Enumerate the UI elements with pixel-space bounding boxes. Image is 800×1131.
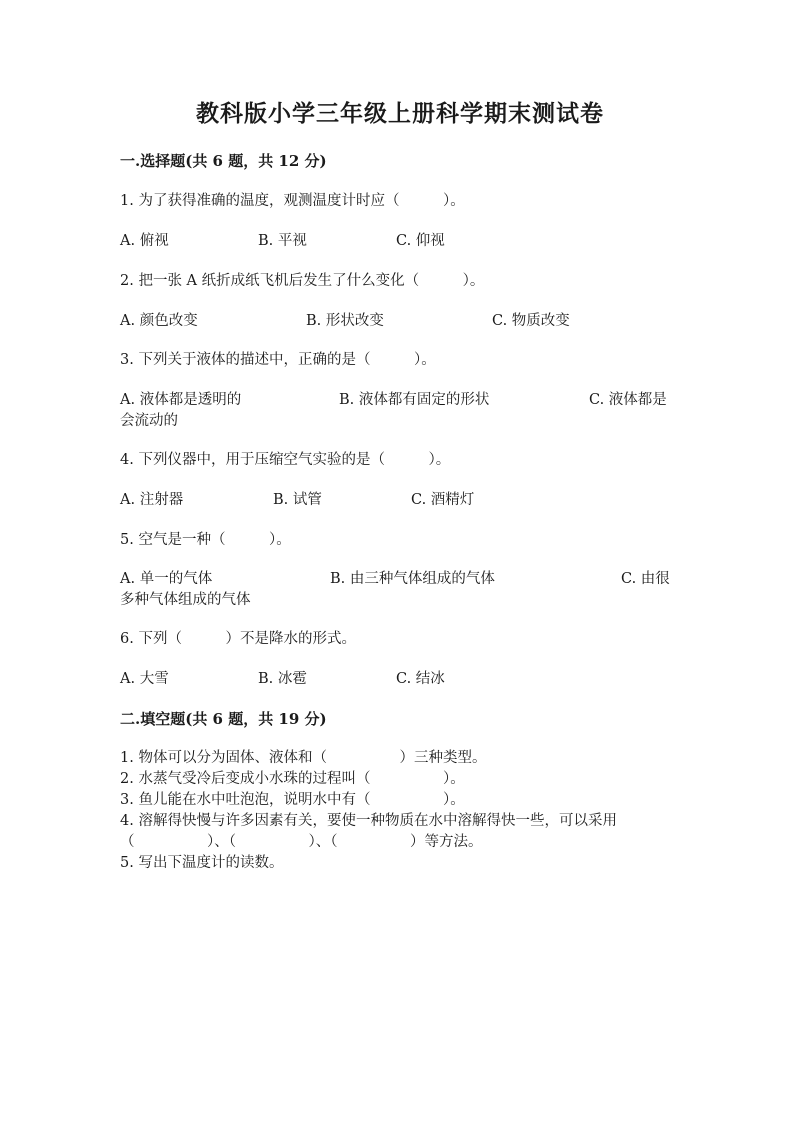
question-3-option-a: A. 液体都是透明的 <box>120 392 242 408</box>
question-4-option-b: B. 试管 <box>273 492 322 508</box>
question-5-option-c: C. 由很 <box>621 571 670 587</box>
question-5-option-c-wrap: 多种气体组成的气体 <box>120 592 251 608</box>
question-6-option-c: C. 结冰 <box>396 671 445 687</box>
question-3-option-c: C. 液体都是 <box>589 392 667 408</box>
fill-question-5: 5. 写出下温度计的读数。 <box>120 855 284 871</box>
fill-question-2: 2. 水蒸气受冷后变成小水珠的过程叫（ ）。 <box>120 771 465 787</box>
question-5-option-a: A. 单一的气体 <box>120 571 213 587</box>
section-heading-fill: 二.填空题(共 6 题，共 19 分) <box>120 710 327 728</box>
question-4-stem: 4. 下列仪器中，用于压缩空气实验的是（ ）。 <box>120 452 451 468</box>
question-1-stem: 1. 为了获得准确的温度，观测温度计时应（ ）。 <box>120 193 465 209</box>
question-3-option-c-wrap: 会流动的 <box>120 413 178 429</box>
fill-question-3: 3. 鱼儿能在水中吐泡泡，说明水中有（ ）。 <box>120 792 465 808</box>
page-title: 教科版小学三年级上册科学期末测试卷 <box>196 100 604 127</box>
fill-question-4: 4. 溶解得快慢与许多因素有关，要使一种物质在水中溶解得快一些，可以采用 <box>120 813 617 829</box>
question-4-option-a: A. 注射器 <box>120 492 184 508</box>
fill-question-4-continued: （ ）、（ ）、（ ）等方法。 <box>120 834 483 850</box>
question-2-option-b: B. 形状改变 <box>306 313 384 329</box>
question-5-stem: 5. 空气是一种（ ）。 <box>120 532 291 548</box>
question-6-option-a: A. 大雪 <box>120 671 169 687</box>
question-3-stem: 3. 下列关于液体的描述中，正确的是（ ）。 <box>120 352 436 368</box>
question-2-option-a: A. 颜色改变 <box>120 313 198 329</box>
question-5-option-b: B. 由三种气体组成的气体 <box>330 571 495 587</box>
question-1-option-c: C. 仰视 <box>396 233 445 249</box>
question-4-option-c: C. 酒精灯 <box>411 492 475 508</box>
fill-question-1: 1. 物体可以分为固体、液体和（ ）三种类型。 <box>120 750 487 766</box>
question-1-option-b: B. 平视 <box>258 233 307 249</box>
question-3-option-b: B. 液体都有固定的形状 <box>339 392 490 408</box>
question-2-option-c: C. 物质改变 <box>492 313 570 329</box>
question-2-stem: 2. 把一张 A 纸折成纸飞机后发生了什么变化（ ）。 <box>120 273 485 289</box>
question-1-option-a: A. 俯视 <box>120 233 169 249</box>
question-6-option-b: B. 冰雹 <box>258 671 307 687</box>
section-heading-choice: 一.选择题(共 6 题，共 12 分) <box>120 152 327 170</box>
question-6-stem: 6. 下列（ ）不是降水的形式。 <box>120 631 356 647</box>
